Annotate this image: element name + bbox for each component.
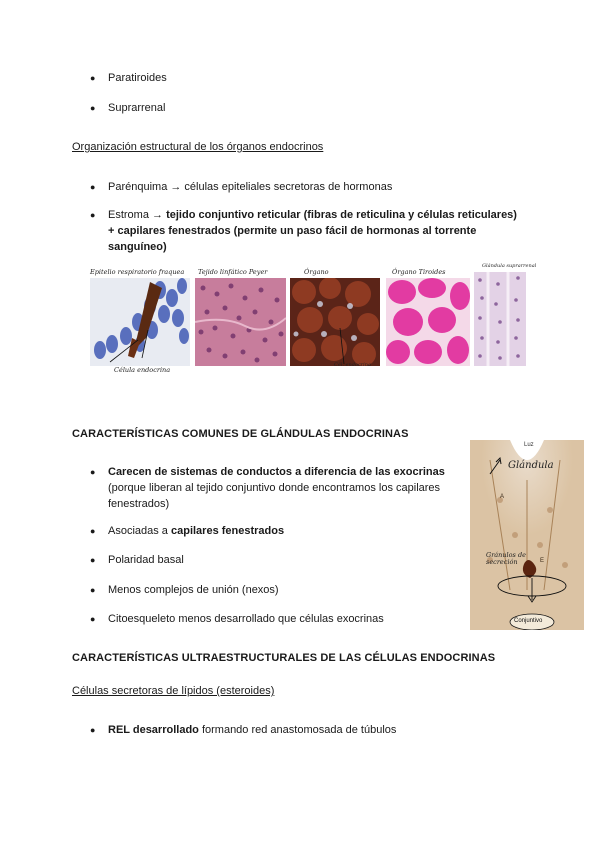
em-label-a: A (500, 494, 505, 500)
micrograph-acinar-tissue (290, 278, 380, 366)
bullet: ● (90, 182, 96, 192)
bullet: ● (90, 103, 96, 113)
micrograph-label-5: Glándula suprarrenal (482, 263, 537, 269)
list-item-complejos: Menos complejos de unión (nexos) (108, 584, 279, 596)
section-title-organizacion: Organización estructural de los órganos endocrinos (72, 141, 324, 153)
micrograph-label-4: Órgano Tiroides (392, 268, 446, 276)
section-title-ultraestructurales: CARACTERÍSTICAS ULTRAESTRUCTURALES DE LAS CÉLULAS ENDOCRINAS (72, 652, 496, 664)
bullet: ● (90, 585, 96, 595)
list-item-asociadas (108, 523, 284, 539)
rel-plain: formando red anastomosada de túbulos (198, 724, 397, 736)
asociadas-plain: Asociadas a (108, 525, 171, 537)
em-micrograph-figure (470, 440, 584, 630)
micrograph-label-1: Epitelio respiratorio fraquea (90, 268, 185, 276)
micrograph-label-2: Tejido linfático Peyer (198, 268, 268, 276)
list-item-paratiroides: Paratiroides (108, 72, 167, 84)
section-title-caracteristicas-comunes: CARACTERÍSTICAS COMUNES DE GLÁNDULAS ENDOCRINAS (72, 428, 409, 440)
estroma-lead: Estroma → (108, 209, 167, 221)
bullet: ● (90, 614, 96, 624)
list-item-parenquima: Parénquima → células epiteliales secretoras de hormonas (108, 181, 393, 193)
section-subtitle-lipidos: Células secretoras de lípidos (esteroides) (72, 685, 275, 697)
em-label-luz: Luz (524, 442, 534, 448)
list-item-polaridad: Polaridad basal (108, 554, 184, 566)
micrograph-respiratory-epithelium (90, 278, 190, 366)
annotation-celula-endocrina: Célula endocrina (114, 366, 171, 374)
micrograph-thyroid (386, 278, 470, 366)
micrograph-pink-tissue (195, 278, 286, 366)
bullet: ● (90, 725, 96, 735)
em-label-e: E (540, 558, 545, 564)
carecen-rest-1: (porque liberan al tejido conjuntivo donde encontramos los capilares (108, 482, 441, 494)
list-item-citoesqueleto: Citoesqueleto menos desarrollado que células exocrinas (108, 613, 384, 625)
bullet: ● (90, 526, 96, 536)
carecen-rest-2: fenestrados) (108, 498, 170, 510)
bullet: ● (90, 467, 96, 477)
asociadas-bold: capilares fenestrados (170, 525, 285, 537)
carecen-bold: Carecen de sistemas de conductos a diferencia de las exocrinas (108, 466, 445, 478)
list-item-suprarrenal: Suprarrenal (108, 102, 166, 114)
annotation-cel-endocrina: Cél. endocrina (334, 362, 371, 368)
estroma-bold-2: + capilares fenestrados (permite un paso fácil de hormonas al torrente (108, 225, 477, 237)
estroma-bold-1: tejido conjuntivo reticular (fibras de reticulina y células reticulares) (166, 209, 517, 221)
bullet: ● (90, 73, 96, 83)
list-item-rel (108, 722, 396, 738)
rel-bold: REL desarrollado (108, 724, 199, 736)
em-label-conjuntivo: Conjuntivo (514, 618, 543, 624)
list-item-estroma (108, 207, 548, 255)
em-label-glandula: Glándula (508, 460, 554, 471)
micrograph-adrenal (474, 272, 526, 366)
estroma-bold-3: sanguíneo) (108, 241, 167, 253)
em-label-granulos: Gránulos de secreción (486, 551, 526, 566)
list-item-carecen (108, 464, 458, 512)
bullet: ● (90, 555, 96, 565)
bullet: ● (90, 210, 96, 220)
micrograph-label-3: Órgano (304, 268, 329, 276)
